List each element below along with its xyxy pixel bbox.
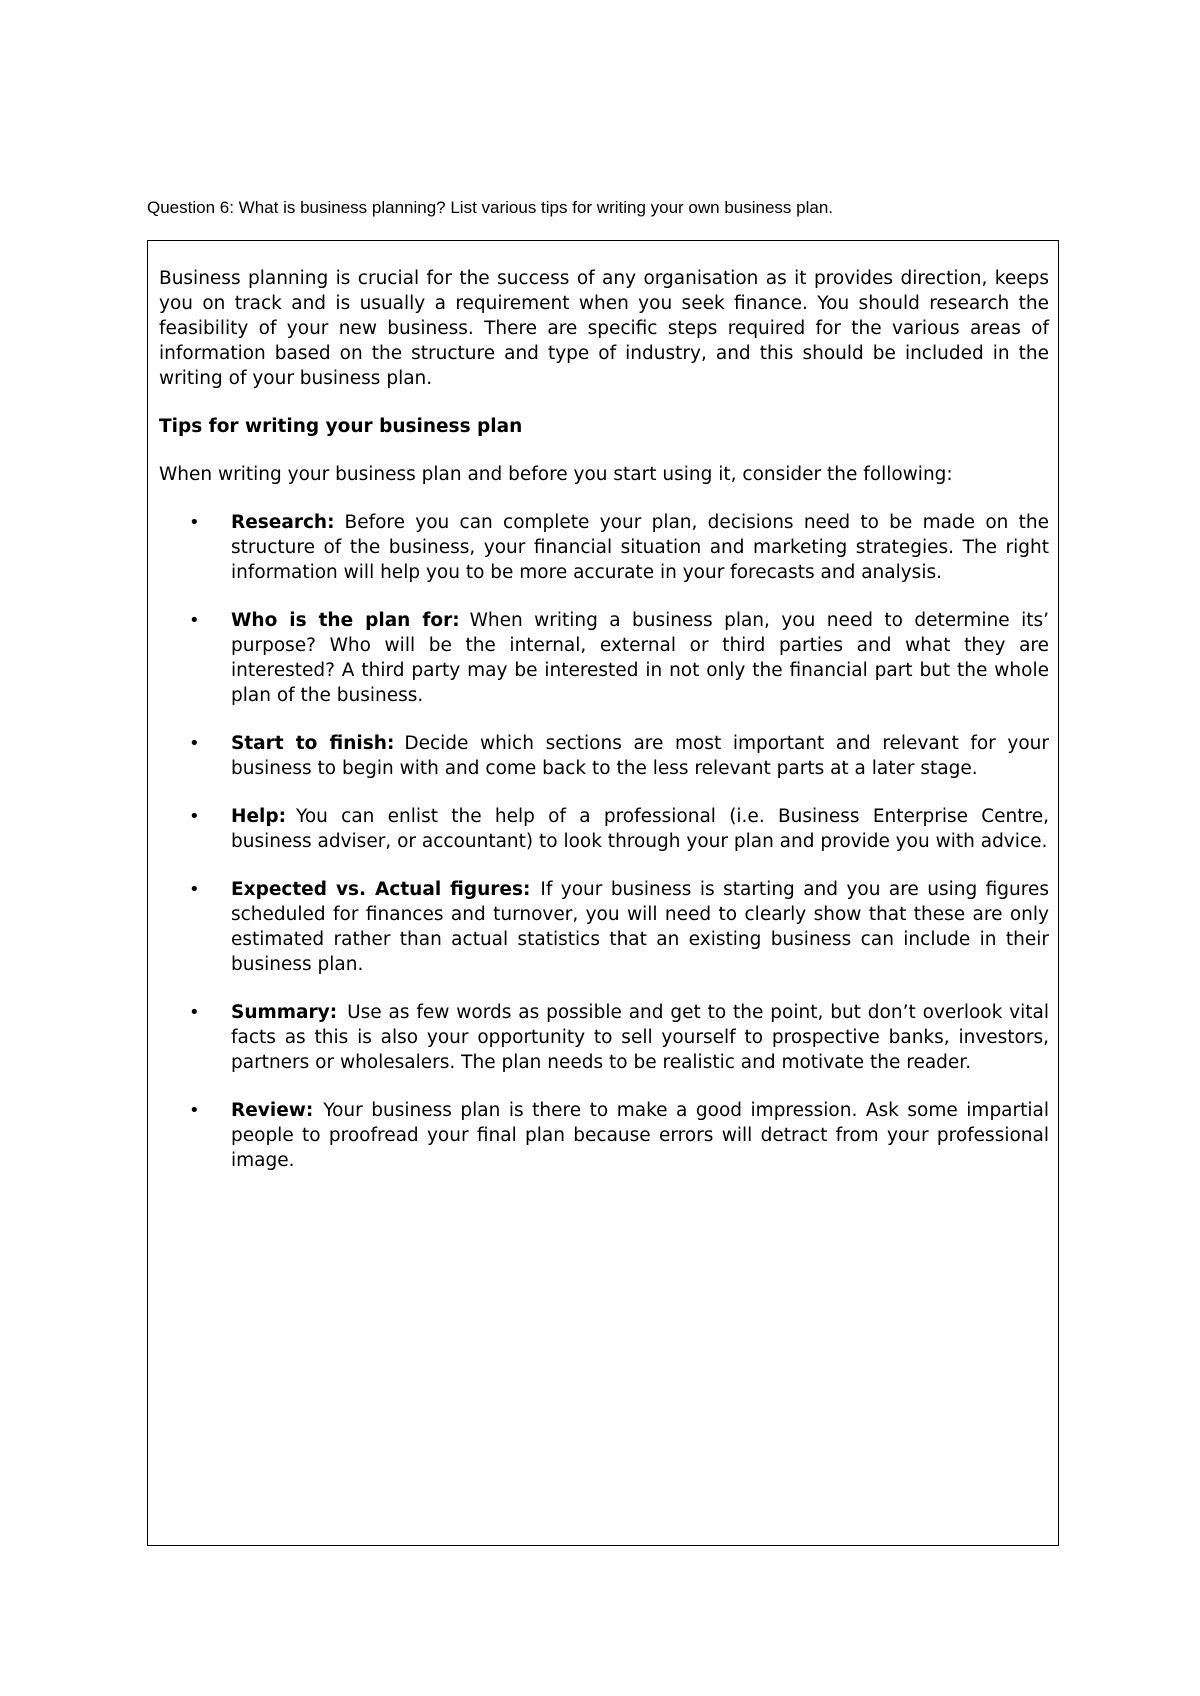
tip-body (231, 608, 1049, 708)
tip-body (231, 877, 1049, 977)
lead-in-paragraph: When writing your business plan and before you start using it, consider the following: (159, 464, 953, 485)
tips-heading: Tips for writing your business plan (159, 416, 523, 437)
tip-body (231, 510, 1049, 585)
bullet-icon: • (189, 879, 200, 900)
tip-item (159, 1098, 1049, 1173)
tip-text: Use as few words as possible and get to the point, but don’t overlook vital facts as this is also your opportunity to sell yourself to prospective banks, investors, partners or wholesalers. The plan needs to be realistic and motivate the reader. (231, 1002, 1049, 1073)
tip-body (231, 731, 1049, 781)
tip-title: Research: (231, 512, 335, 533)
tip-title: Start to finish: (231, 733, 395, 754)
bullet-icon: • (189, 733, 200, 754)
intro-paragraph: Business planning is crucial for the success of any organisation as it provides direction, keeps you on track and is usually a requirement when you seek finance. You should research the feasibility of your new business. There are specific steps required for the various areas of information based on the structure and type of industry, and this should be included in the writing of your business plan. (159, 268, 1049, 389)
tip-title: Summary: (231, 1002, 338, 1023)
tip-item (159, 731, 1049, 781)
tip-item (159, 804, 1049, 854)
tip-body (231, 804, 1049, 854)
tip-text: Decide which sections are most important and relevant for your business to begin with and come back to the less relevant parts at a later stage. (231, 733, 1049, 779)
tip-item (159, 608, 1049, 708)
tip-body (231, 1098, 1049, 1173)
tip-title: Who is the plan for: (231, 610, 460, 631)
tip-item (159, 1000, 1049, 1075)
bullet-icon: • (189, 806, 200, 827)
bullet-icon: • (189, 610, 200, 631)
bullet-icon: • (189, 1002, 200, 1023)
question-heading: Question 6: What is business planning? List various tips for writing your own business plan. (147, 198, 834, 217)
tip-title: Review: (231, 1100, 314, 1121)
tip-title: Help: (231, 806, 287, 827)
bullet-icon: • (189, 512, 200, 533)
tip-text: When writing a business plan, you need to determine its’ purpose? Who will be the internal, external or third parties and what they are interested? A third party may be interested in not only the financial part but the whole plan of the business. (231, 610, 1049, 706)
tip-text: You can enlist the help of a professional (i.e. Business Enterprise Centre, business adviser, or accountant) to look through your plan and provide you with advice. (231, 806, 1049, 852)
tip-item (159, 877, 1049, 977)
tip-text: If your business is starting and you are using figures scheduled for finances and turnover, you will need to clearly show that these are only estimated rather than actual statistics that an existing business can include in their business plan. (231, 879, 1049, 975)
answer-content (159, 266, 1049, 1196)
answer-box (147, 240, 1059, 1546)
tip-body (231, 1000, 1049, 1075)
bullet-icon: • (189, 1100, 200, 1121)
tips-list (159, 510, 1049, 1173)
tip-item (159, 510, 1049, 585)
tip-text: Your business plan is there to make a good impression. Ask some impartial people to proofread your final plan because errors will detract from your professional image. (231, 1100, 1049, 1171)
tip-title: Expected vs. Actual figures: (231, 879, 531, 900)
tip-text: Before you can complete your plan, decisions need to be made on the structure of the business, your financial situation and marketing strategies. The right information will help you to be more accurate in your forecasts and analysis. (231, 512, 1049, 583)
